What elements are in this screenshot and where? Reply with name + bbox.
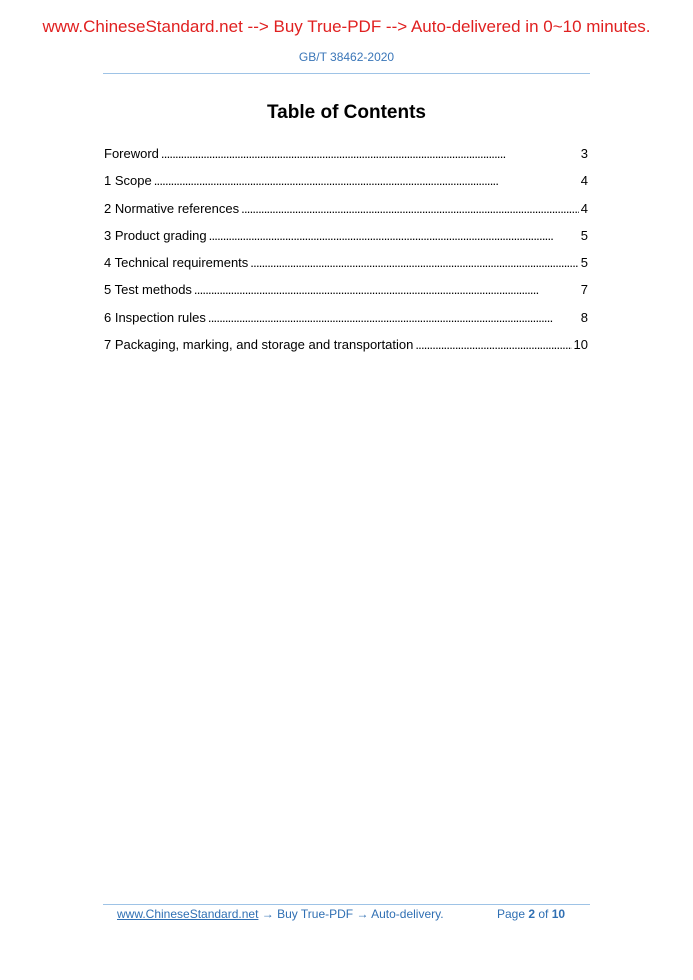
toc-dot-leader [194,281,579,299]
toc-entry-page: 5 [580,227,588,243]
toc-entry-label: 5 Test methods [104,282,192,298]
toc-entry-page: 8 [580,309,588,325]
toc-entry-page: 7 [580,282,588,298]
page-of: of [535,907,552,921]
toc-dot-leader [209,227,579,245]
toc-list [104,145,588,363]
total-pages: 10 [551,907,566,921]
footer-site-link[interactable]: www.ChineseStandard.net [117,907,259,921]
toc-dot-leader [415,336,571,354]
page-footer [117,907,587,921]
toc-dot-leader [154,172,579,190]
current-page: 2 [528,907,536,921]
page-prefix: Page [497,907,529,921]
toc-entry-page: 3 [580,146,588,161]
toc-entry-packaging-marking-storage[interactable] [104,336,588,363]
toc-entry-label: 4 Technical requirements [104,255,249,271]
toc-entry-label: Foreword [104,146,159,161]
page-number [497,907,565,921]
toc-entry-label: 2 Normative references [104,200,240,216]
toc-entry-label: 3 Product grading [104,227,207,243]
toc-dot-leader [241,200,579,218]
toc-dot-leader [161,145,579,163]
toc-entry-label: 7 Packaging, marking, and storage and transportation [104,337,414,353]
toc-entry-scope[interactable] [104,172,588,199]
toc-dot-leader [250,254,578,272]
toc-entry-label: 6 Inspection rules [104,309,206,325]
toc-entry-product-grading[interactable] [104,227,588,254]
toc-entry-page: 4 [580,173,588,189]
promo-banner[interactable]: www.ChineseStandard.net --> Buy True-PDF --> Auto-delivered in 0~10 minutes. [42,17,651,36]
toc-entry-inspection-rules[interactable] [104,309,588,336]
footer-promo-text: → Buy True-PDF → Auto-delivery. [258,907,444,921]
footer-divider [103,904,590,905]
toc-title: Table of Contents [266,102,427,123]
standard-code-header: GB/T 38462-2020 [298,50,395,64]
toc-entry-label: 1 Scope [104,173,152,189]
toc-entry-page: 4 [580,200,588,216]
toc-entry-test-methods[interactable] [104,281,588,308]
toc-entry-normative-references[interactable] [104,200,588,227]
toc-entry-foreword[interactable] [104,145,588,172]
toc-entry-page: 5 [580,255,588,271]
toc-dot-leader [208,309,579,327]
toc-entry-technical-requirements[interactable] [104,254,588,281]
toc-entry-page: 10 [573,337,588,353]
header-divider [103,73,590,74]
